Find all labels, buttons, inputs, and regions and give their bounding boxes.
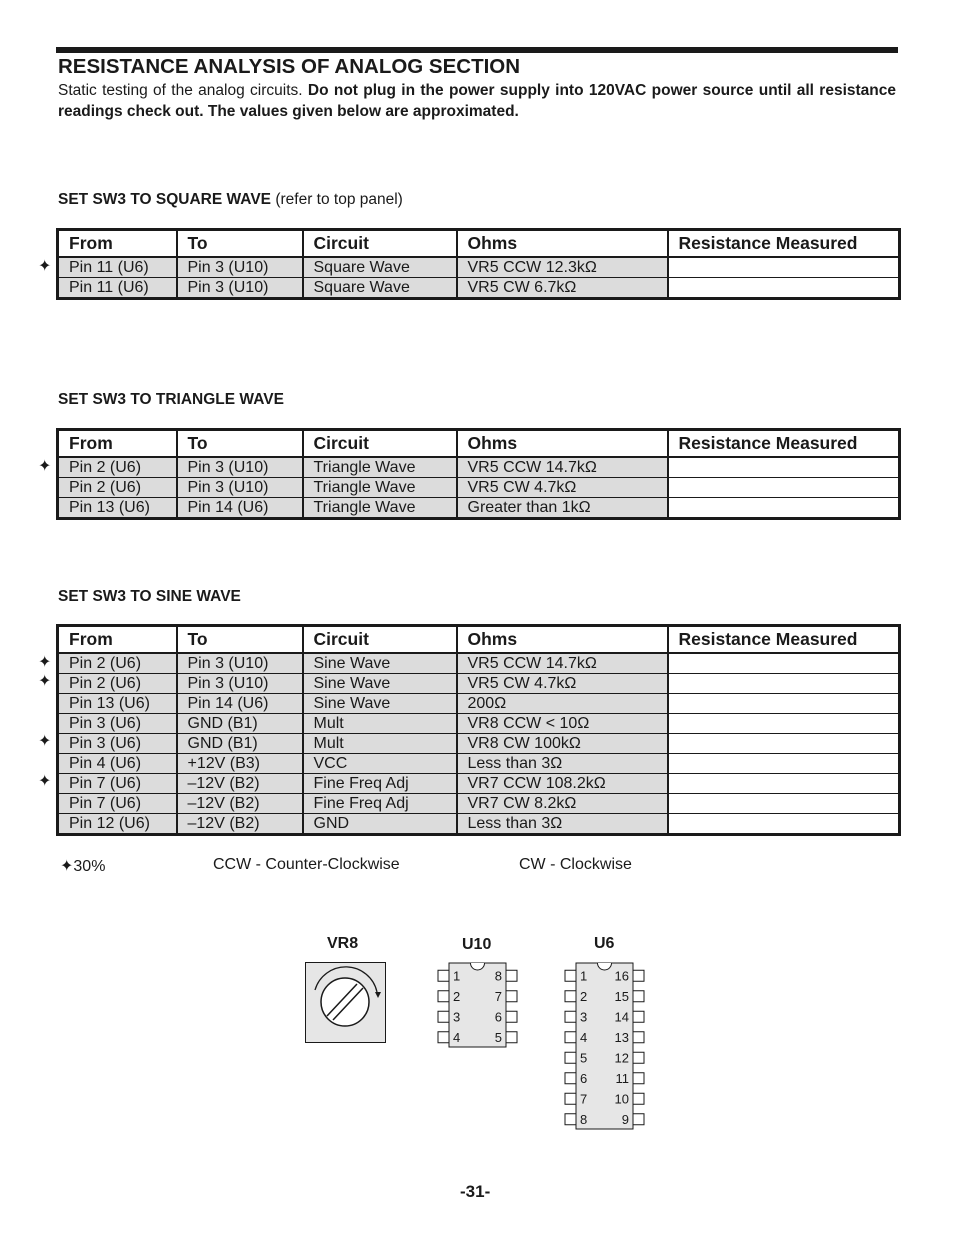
pin-number-label: 14 xyxy=(614,1009,629,1025)
circuit-cell: Square Wave xyxy=(303,257,457,278)
table-row xyxy=(58,814,900,835)
top-rule xyxy=(56,47,898,53)
measured-cell[interactable] xyxy=(668,754,900,774)
table-header-row xyxy=(58,626,900,654)
from-cell: Pin 11 (U6) xyxy=(58,257,177,278)
from-cell: Pin 2 (U6) xyxy=(58,478,177,498)
pin-number-label: 2 xyxy=(580,988,588,1004)
pin-number-label: 1 xyxy=(580,968,588,984)
section-label-square xyxy=(58,191,403,209)
ohms-cell: VR8 CW 100kΩ xyxy=(457,734,668,754)
u6-chip-diagram xyxy=(564,962,648,1128)
square-wave-table xyxy=(56,228,901,300)
measured-cell[interactable] xyxy=(668,774,900,794)
from-cell: Pin 13 (U6) xyxy=(58,498,177,519)
to-cell: Pin 3 (U10) xyxy=(177,478,303,498)
column-header: Resistance Measured xyxy=(668,430,900,458)
chip-pin-right xyxy=(506,991,517,1002)
ohms-cell: VR5 CW 4.7kΩ xyxy=(457,478,668,498)
vr8-label: VR8 xyxy=(327,935,359,952)
table-row xyxy=(58,653,900,674)
from-cell: Pin 3 (U6) xyxy=(58,734,177,754)
chip-pin-right xyxy=(633,991,644,1002)
star-marker: ✦ xyxy=(38,257,52,275)
pin-number-label: 8 xyxy=(494,968,502,984)
pin-number-label: 10 xyxy=(614,1091,629,1107)
intro-paragraph xyxy=(58,80,896,122)
table-row xyxy=(58,257,900,278)
chip-pin-left xyxy=(438,991,449,1002)
ohms-cell: 200Ω xyxy=(457,694,668,714)
chip-pin-left xyxy=(565,1093,576,1104)
table-header-row xyxy=(58,230,900,258)
to-cell: –12V (B2) xyxy=(177,774,303,794)
section-label-text: SET SW3 TO TRIANGLE WAVE xyxy=(58,391,284,408)
star-marker: ✦ xyxy=(38,733,52,750)
chip-pin-left xyxy=(565,1114,576,1125)
ohms-cell: VR7 CW 8.2kΩ xyxy=(457,794,668,814)
circuit-cell: Fine Freq Adj xyxy=(303,794,457,814)
ohms-cell: Less than 3Ω xyxy=(457,814,668,835)
pin-number-label: 3 xyxy=(453,1009,461,1025)
circuit-cell: VCC xyxy=(303,754,457,774)
chip-pin-left xyxy=(438,1011,449,1022)
chip-pin-right xyxy=(633,970,644,981)
u10-chip-diagram xyxy=(437,962,519,1044)
pin-number-label: 5 xyxy=(494,1029,502,1045)
table-row xyxy=(58,278,900,299)
pin-number-label: 1 xyxy=(453,968,461,984)
table-row xyxy=(58,478,900,498)
chip-pin-left xyxy=(565,970,576,981)
from-cell: Pin 3 (U6) xyxy=(58,714,177,734)
u10-label: U10 xyxy=(462,936,492,953)
pin-number-label: 3 xyxy=(580,1009,588,1025)
star-marker: ✦ xyxy=(38,457,52,475)
table-row xyxy=(58,774,900,794)
legend-cw: CW - Clockwise xyxy=(519,856,632,873)
to-cell: Pin 14 (U6) xyxy=(177,694,303,714)
sine-wave-table xyxy=(56,624,901,836)
measured-cell[interactable] xyxy=(668,674,900,694)
circuit-cell: Square Wave xyxy=(303,278,457,299)
table-row xyxy=(58,457,900,478)
vr8-potentiometer-diagram xyxy=(305,962,386,1043)
pin-number-label: 15 xyxy=(614,988,629,1004)
section-note: (refer to top panel) xyxy=(271,191,403,208)
column-header: Ohms xyxy=(457,430,668,458)
to-cell: Pin 3 (U10) xyxy=(177,653,303,674)
pin-number-label: 6 xyxy=(580,1070,588,1086)
circuit-cell: Mult xyxy=(303,714,457,734)
circuit-cell: Sine Wave xyxy=(303,674,457,694)
to-cell: GND (B1) xyxy=(177,734,303,754)
intro-warning: Do not plug in the power supply into 120VAC power source until all resistance readings check out. The values given below are approximated. xyxy=(58,82,896,120)
ohms-cell: VR5 CCW 12.3kΩ xyxy=(457,257,668,278)
table-row xyxy=(58,794,900,814)
circuit-cell: Mult xyxy=(303,734,457,754)
star-marker: ✦ xyxy=(38,673,52,690)
ohms-cell: VR5 CCW 14.7kΩ xyxy=(457,457,668,478)
column-header: From xyxy=(58,430,177,458)
pin-number-label: 7 xyxy=(494,988,502,1004)
from-cell: Pin 13 (U6) xyxy=(58,694,177,714)
measured-cell[interactable] xyxy=(668,278,900,299)
column-header: To xyxy=(177,626,303,654)
circuit-cell: Sine Wave xyxy=(303,653,457,674)
chip-pin-right xyxy=(633,1032,644,1043)
ohms-cell: VR5 CCW 14.7kΩ xyxy=(457,653,668,674)
measured-cell[interactable] xyxy=(668,734,900,754)
triangle-wave-table xyxy=(56,428,901,520)
from-cell: Pin 7 (U6) xyxy=(58,774,177,794)
ohms-cell: VR5 CW 4.7kΩ xyxy=(457,674,668,694)
chip-pin-right xyxy=(633,1093,644,1104)
chip-pin-right xyxy=(633,1073,644,1084)
to-cell: –12V (B2) xyxy=(177,794,303,814)
chip-pin-right xyxy=(633,1011,644,1022)
star-marker: ✦ xyxy=(38,773,52,790)
column-header: Resistance Measured xyxy=(668,230,900,258)
pin-number-label: 4 xyxy=(580,1029,588,1045)
section-label-text: SET SW3 TO SQUARE WAVE xyxy=(58,191,272,208)
chip-pin-right xyxy=(506,1032,517,1043)
chip-pin-left xyxy=(565,1052,576,1063)
pin-number-label: 5 xyxy=(580,1050,588,1066)
table-row xyxy=(58,498,900,519)
column-header: From xyxy=(58,230,177,258)
measured-cell[interactable] xyxy=(668,257,900,278)
column-header: Ohms xyxy=(457,626,668,654)
intro-normal: Static testing of the analog circuits. xyxy=(58,82,308,99)
pin-number-label: 8 xyxy=(580,1111,588,1127)
chip-pin-right xyxy=(633,1114,644,1125)
chip-pin-right xyxy=(506,1011,517,1022)
ohms-cell: Less than 3Ω xyxy=(457,754,668,774)
from-cell: Pin 2 (U6) xyxy=(58,457,177,478)
ohms-cell: VR8 CCW < 10Ω xyxy=(457,714,668,734)
ohms-cell: VR5 CW 6.7kΩ xyxy=(457,278,668,299)
circuit-cell: Triangle Wave xyxy=(303,457,457,478)
pin-number-label: 12 xyxy=(614,1050,629,1066)
column-header: Circuit xyxy=(303,626,457,654)
circuit-cell: Fine Freq Adj xyxy=(303,774,457,794)
chip-pin-left xyxy=(565,991,576,1002)
pin-number-label: 9 xyxy=(621,1111,629,1127)
measured-cell[interactable] xyxy=(668,457,900,478)
column-header: Resistance Measured xyxy=(668,626,900,654)
page-title: RESISTANCE ANALYSIS OF ANALOG SECTION xyxy=(58,55,521,78)
to-cell: +12V (B3) xyxy=(177,754,303,774)
to-cell: Pin 14 (U6) xyxy=(177,498,303,519)
circuit-cell: Triangle Wave xyxy=(303,478,457,498)
to-cell: Pin 3 (U10) xyxy=(177,457,303,478)
table-row xyxy=(58,754,900,774)
measured-cell[interactable] xyxy=(668,694,900,714)
pin-number-label: 13 xyxy=(614,1029,629,1045)
ohms-cell: Greater than 1kΩ xyxy=(457,498,668,519)
section-label-text: SET SW3 TO SINE WAVE xyxy=(58,588,241,605)
page-number: -31- xyxy=(460,1182,491,1201)
circuit-cell: GND xyxy=(303,814,457,835)
legend-ccw: CCW - Counter-Clockwise xyxy=(213,856,400,873)
chip-pin-left xyxy=(565,1032,576,1043)
chip-pin-left xyxy=(565,1073,576,1084)
star-marker: ✦ xyxy=(38,653,52,671)
chip-pin-right xyxy=(506,970,517,981)
to-cell: Pin 3 (U10) xyxy=(177,278,303,299)
column-header: Circuit xyxy=(303,230,457,258)
u6-label: U6 xyxy=(594,935,615,952)
pin-number-label: 2 xyxy=(453,988,461,1004)
column-header: To xyxy=(177,430,303,458)
pin-number-label: 11 xyxy=(615,1070,629,1086)
from-cell: Pin 11 (U6) xyxy=(58,278,177,299)
table-row xyxy=(58,694,900,714)
ohms-cell: VR7 CCW 108.2kΩ xyxy=(457,774,668,794)
measured-cell[interactable] xyxy=(668,714,900,734)
circuit-cell: Sine Wave xyxy=(303,694,457,714)
table-row xyxy=(58,674,900,694)
from-cell: Pin 12 (U6) xyxy=(58,814,177,835)
table-row xyxy=(58,734,900,754)
table-row xyxy=(58,714,900,734)
pin-number-label: 16 xyxy=(614,968,629,984)
pin-number-label: 6 xyxy=(494,1009,502,1025)
measured-cell[interactable] xyxy=(668,653,900,674)
column-header: Ohms xyxy=(457,230,668,258)
measured-cell[interactable] xyxy=(668,814,900,835)
section-label-triangle xyxy=(58,391,284,409)
from-cell: Pin 2 (U6) xyxy=(58,674,177,694)
from-cell: Pin 7 (U6) xyxy=(58,794,177,814)
measured-cell[interactable] xyxy=(668,478,900,498)
table-header-row xyxy=(58,430,900,458)
chip-pin-left xyxy=(438,970,449,981)
column-header: Circuit xyxy=(303,430,457,458)
pin-number-label: 4 xyxy=(453,1029,461,1045)
section-label-sine xyxy=(58,588,241,606)
circuit-cell: Triangle Wave xyxy=(303,498,457,519)
from-cell: Pin 4 (U6) xyxy=(58,754,177,774)
to-cell: Pin 3 (U10) xyxy=(177,257,303,278)
measured-cell[interactable] xyxy=(668,794,900,814)
to-cell: –12V (B2) xyxy=(177,814,303,835)
from-cell: Pin 2 (U6) xyxy=(58,653,177,674)
legend-percent: ✦30% xyxy=(60,858,106,875)
chip-pin-left xyxy=(565,1011,576,1022)
chip-pin-left xyxy=(438,1032,449,1043)
measured-cell[interactable] xyxy=(668,498,900,519)
column-header: From xyxy=(58,626,177,654)
column-header: To xyxy=(177,230,303,258)
pin-number-label: 7 xyxy=(580,1091,588,1107)
to-cell: Pin 3 (U10) xyxy=(177,674,303,694)
to-cell: GND (B1) xyxy=(177,714,303,734)
chip-pin-right xyxy=(633,1052,644,1063)
